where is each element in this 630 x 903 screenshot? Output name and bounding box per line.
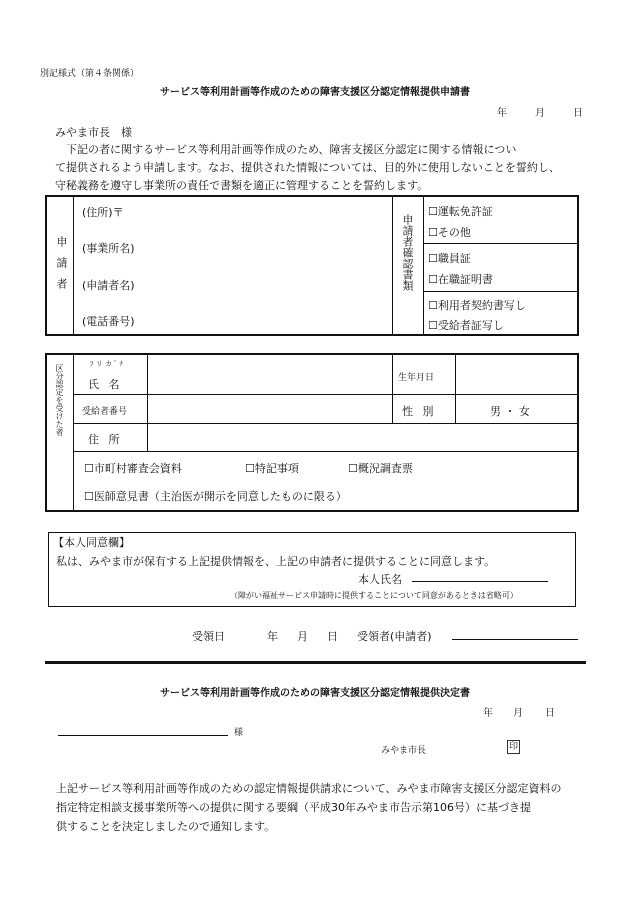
gender-value[interactable]: 男 ・ 女 [490,405,530,418]
receipt-receiver-label: 受領者(申請者) [357,630,432,643]
decision-mayor: みやま市長 [381,746,427,756]
decision-body-line-1: 上記サービス等利用計画等作成のための認定情報提供請求について、みやま市障害支援区分認定資料の [56,782,562,795]
applicant-phone-label: (電話番号) [82,315,135,328]
addressee-line[interactable] [58,735,228,736]
opt-special-notes[interactable]: ☐特記事項 [245,462,299,475]
intro-line-1: 下記の者に関するサービス等利用計画等作成のため、障害支援区分認定に関する情報につい [66,143,517,156]
page-title: サービス等利用計画等作成のための障害支援区分認定情報提供申請書 [160,87,470,98]
subject-name-label: 氏 名 [88,378,123,391]
doc-recipient-cert-copy[interactable]: ☐受給者証写し [428,319,504,332]
gender-label: 性 別 [402,405,437,418]
opt-doctor-opinion[interactable]: ☐医師意見書（主治医が開示を同意したものに限る） [84,490,347,503]
consent-heading: 【本人同意欄】 [53,536,130,549]
doc-contract-copy[interactable]: ☐利用者契約書写し [428,299,526,312]
seal-mark: 印 [508,742,518,752]
applicant-name-label: (申請者名) [82,279,135,292]
subject-side-label: 区分認定を受けた者 [55,364,64,436]
intro-line-3: 守秘義務を遵守し事業所の責任で書類を適正に管理することを誓約します。 [55,179,429,192]
decision-date-day: 日 [545,708,555,719]
receipt-year: 年 [267,630,278,643]
doc-staff-id[interactable]: ☐職員証 [428,252,471,265]
receipt-day: 日 [327,630,338,643]
furigana-label: ﾌ リ カ ﾞ ﾅ [90,360,123,368]
consent-sign-label: 本人氏名 [358,573,402,586]
form-id: 別記様式（第４条関係） [40,69,140,79]
receipt-month: 月 [297,630,308,643]
doc-license[interactable]: ☐運転免許証 [428,205,493,218]
addressee: みやま市長 様 [55,126,132,139]
decision-sama: 様 [234,728,244,738]
date-month: 月 [535,108,545,119]
consent-note: （障がい福祉サービス申請時に提供することについて同意があるときは省略可） [230,591,518,600]
doc-employment-cert[interactable]: ☐在職証明書 [428,273,493,286]
applicant-office-label: (事業所名) [82,242,135,255]
receipt-label: 受領日 [192,630,225,643]
decision-body-line-3: 供することを決定しましたので通知します。 [56,820,276,833]
birthdate-label: 生年月日 [398,373,435,383]
doc-other[interactable]: ☐その他 [428,226,471,239]
decision-date-month: 月 [513,708,523,719]
date-day: 日 [573,108,583,119]
subject-address-label: 住 所 [88,433,123,446]
decision-title: サービス等利用計画等作成のための障害支援区分認定情報提供決定書 [160,688,470,699]
decision-body-line-2: 指定特定相談支援事業所等への提供に関する要綱（平成30年みやま市告示第106号）に基づき提 [56,801,531,814]
receiver-sign-line[interactable] [452,639,578,640]
applicant-side-label: 申請者 [55,236,68,299]
intro-line-2: て提供されるよう申請します。なお、提供された情報については、目的外に使用しないことを誓約し、 [55,161,560,174]
consent-sign-line[interactable] [412,581,548,582]
consent-text: 私は、みやま市が保有する上記提供情報を、上記の申請者に提供することに同意します。 [56,555,496,568]
opt-survey-sheet[interactable]: ☐概況調査票 [348,462,413,475]
opt-committee-docs[interactable]: ☐市町村審査会資料 [84,462,182,475]
decision-date-year: 年 [483,708,493,719]
section-divider [45,661,586,664]
applicant-address-label: (住所)〒 [82,206,124,219]
recipient-number-label: 受給者番号 [82,407,128,417]
date-year: 年 [497,108,507,119]
confirm-docs-label: 申請者確認書類 [401,214,414,291]
